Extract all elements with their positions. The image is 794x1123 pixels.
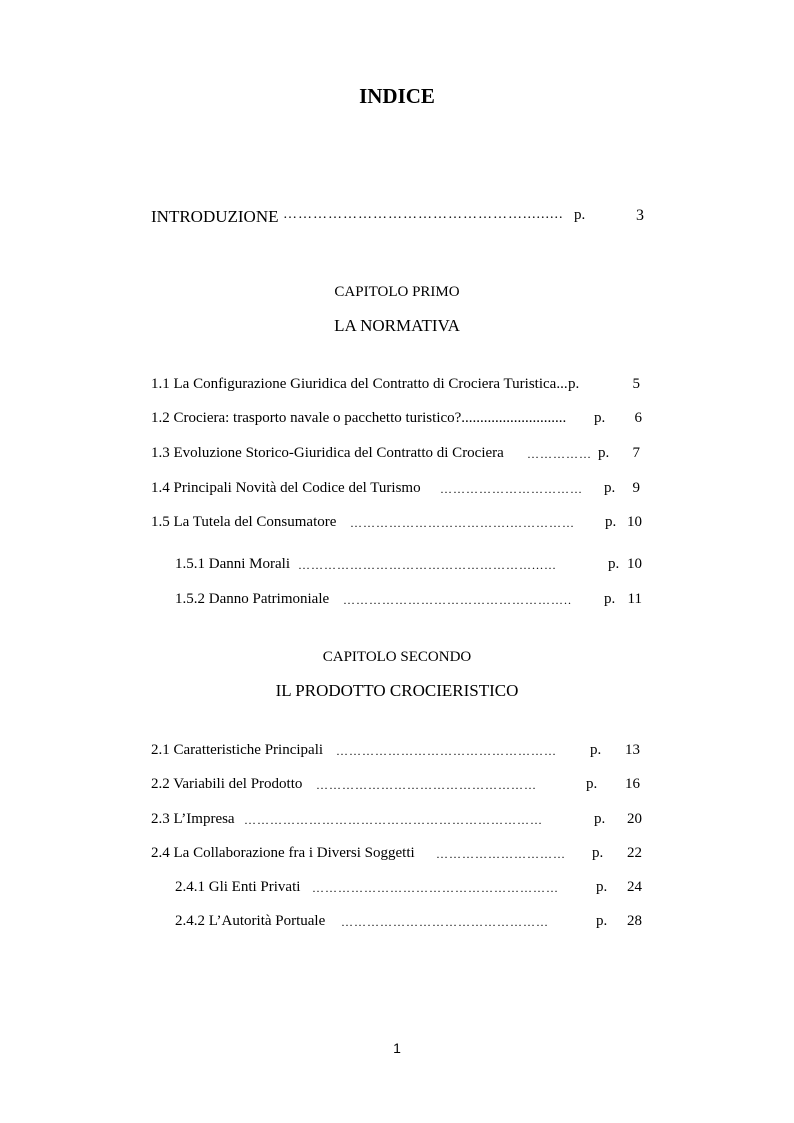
toc-page-prefix: p. xyxy=(596,913,608,929)
toc-page-number: 22 xyxy=(627,845,642,861)
toc-page-prefix: p. xyxy=(604,591,616,607)
page-number-footer: 1 xyxy=(393,1040,401,1056)
toc-page-number: 5 xyxy=(632,376,640,392)
toc-page-number: 11 xyxy=(627,591,642,607)
toc-page-number: 10 xyxy=(627,556,642,572)
toc-page-number: 9 xyxy=(632,480,640,496)
toc-leader-dots: …………………………………………......... xyxy=(283,207,564,222)
toc-subentry-text: 1.5.2 Danno Patrimoniale xyxy=(175,591,330,607)
toc-page-number: 20 xyxy=(627,811,642,827)
toc-page-prefix: p. xyxy=(594,811,606,827)
toc-leader-dots: ………………………… xyxy=(436,847,566,861)
toc-leader-dots: ………………………………………………… xyxy=(312,881,559,895)
toc-page-number: 7 xyxy=(632,445,640,461)
toc-page-number: 13 xyxy=(625,742,640,758)
toc-page-prefix: p. xyxy=(598,445,610,461)
toc-leader-dots: ……………………………….…………… xyxy=(350,516,575,530)
toc-entry-introduzione: INTRODUZIONE xyxy=(151,207,279,226)
toc-page-prefix: p. xyxy=(586,776,598,792)
toc-leader-dots: …………………………………………… xyxy=(316,778,537,792)
toc-page-prefix: p. xyxy=(608,556,620,572)
toc-page-prefix: p. xyxy=(592,845,604,861)
toc-leader-dots: …………………………………………….. xyxy=(343,593,572,607)
toc-page-prefix: p. xyxy=(574,207,586,223)
toc-entry-text: 2.3 L’Impresa xyxy=(151,811,235,827)
toc-leader-dots: …………………………………………… xyxy=(336,744,557,758)
toc-page-number: 16 xyxy=(625,776,640,792)
toc-page-prefix: p. xyxy=(605,514,617,530)
toc-leader-dots: ………………………………………………...… xyxy=(298,558,557,572)
toc-leader-dots: ………………………………………… xyxy=(341,915,549,929)
toc-page-prefix: p. xyxy=(590,742,602,758)
toc-page-number: 3 xyxy=(636,207,644,224)
chapter-title: LA NORMATIVA xyxy=(334,316,460,335)
toc-page-number: 6 xyxy=(634,410,642,426)
chapter-label: CAPITOLO PRIMO xyxy=(334,284,460,300)
toc-entry-text: 2.2 Variabili del Prodotto xyxy=(151,776,303,792)
chapter-label: CAPITOLO SECONDO xyxy=(322,649,472,665)
toc-entry-text: 1.3 Evoluzione Storico-Giuridica del Contratto di Crociera xyxy=(151,445,504,461)
toc-entry-text: 2.4 La Collaborazione fra i Diversi Soggetti xyxy=(151,845,415,861)
chapter-title: IL PRODOTTO CROCIERISTICO xyxy=(275,681,519,700)
toc-subentry-text: 2.4.2 L’Autorità Portuale xyxy=(175,913,326,929)
toc-leader-dots: …………………………… xyxy=(440,482,583,496)
toc-page-prefix: p. xyxy=(594,410,606,426)
toc-leader-dots: …………………………………………………………… xyxy=(244,813,543,827)
toc-leader-dots: …………… xyxy=(527,447,592,461)
toc-entry-text: 1.2 Crociera: trasporto navale o pacchetto turistico?............................ xyxy=(151,410,567,426)
toc-subentry-text: 2.4.1 Gli Enti Privati xyxy=(175,879,301,895)
toc-page-number: 10 xyxy=(627,514,642,530)
toc-page-prefix: p. xyxy=(568,376,580,392)
page-title: INDICE xyxy=(359,84,435,108)
toc-page-number: 28 xyxy=(627,913,642,929)
toc-page-number: 24 xyxy=(627,879,642,895)
toc-subentry-text: 1.5.1 Danni Morali xyxy=(175,556,290,572)
toc-page-prefix: p. xyxy=(604,480,616,496)
toc-entry-text: 1.1 La Configurazione Giuridica del Contratto di Crociera Turistica... xyxy=(151,376,568,392)
toc-entry-text: 1.5 La Tutela del Consumatore xyxy=(151,514,337,530)
toc-entry-text: 2.1 Caratteristiche Principali xyxy=(151,742,324,758)
toc-entry-text: 1.4 Principali Novità del Codice del Turismo xyxy=(151,480,421,496)
toc-page-prefix: p. xyxy=(596,879,608,895)
